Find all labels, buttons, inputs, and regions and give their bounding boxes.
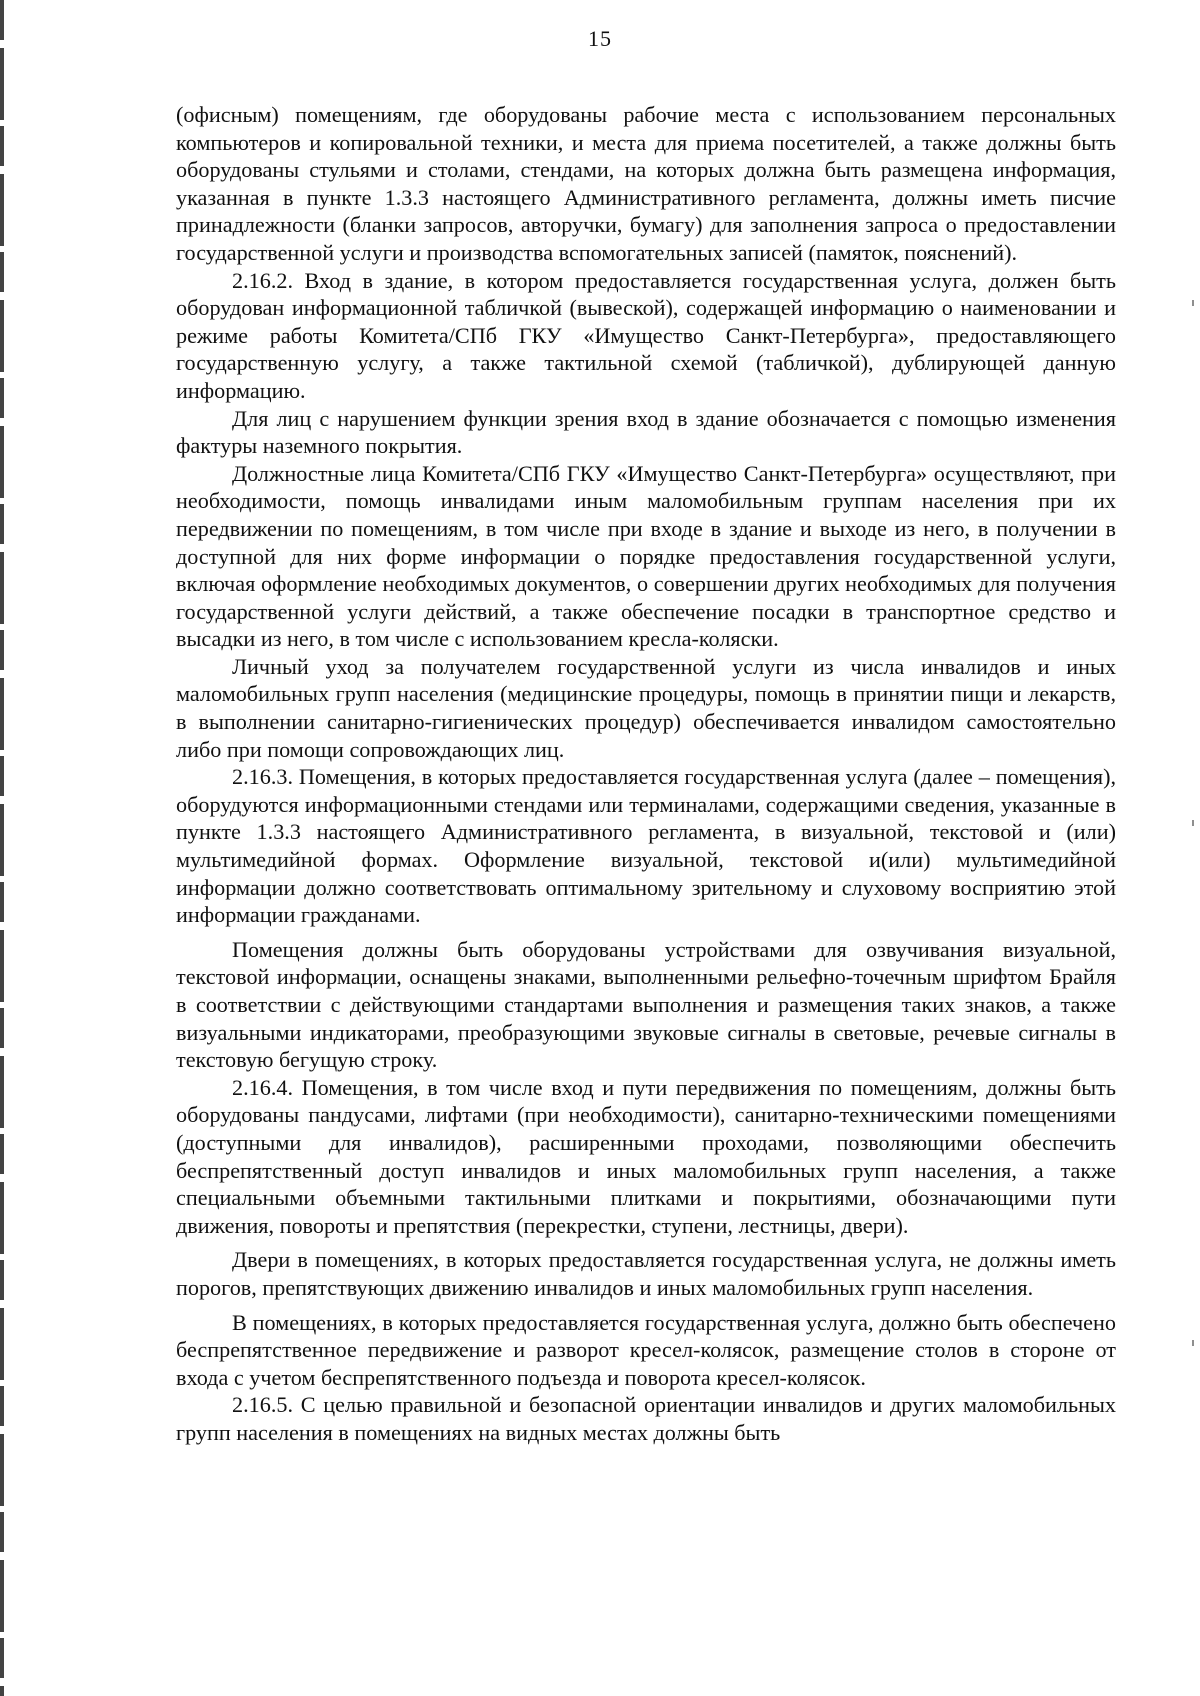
paragraph: Для лиц с нарушением функции зрения вход в здание обозначается с помощью изменения фактуры наземного покрытия. (176, 405, 1116, 459)
paragraph: В помещениях, в которых предоставляется государственная услуга, должно быть обеспечено беспрепятственное передвижение и разворот кресел-колясок, размещение столов в стороне от входа с учетом беспрепятственного подъезда и поворота кресел-колясок. (176, 1309, 1116, 1390)
paragraph: Двери в помещениях, в которых предоставляется государственная услуга, не должны иметь порогов, препятствующих движению инвалидов и иных маломобильных групп населения. (176, 1247, 1116, 1300)
scan-edge-left (0, 0, 4, 1696)
paragraph: 2.16.5. С целью правильной и безопасной ориентации инвалидов и других маломобильных групп населения в помещениях на видных местах должны быть (176, 1392, 1116, 1445)
paragraph: Должностные лица Комитета/СПб ГКУ «Имущество Санкт-Петербурга» осуществляют, при необходимости, помощь инвалидами иным маломобильным группам населения при их передвижении по помещениям, в том числе при входе в здание и выходе из него, в получении в доступной для них форме информации о порядке предоставления государственной услуги, включая оформление необходимых документов, о совершении других необходимых для получения государственной услуги действий, а также обеспечение посадки в транспортное средство и высадки из него, в том числе с использованием кресла-коляски. (176, 460, 1116, 652)
paragraph: 2.16.3. Помещения, в которых предоставляется государственная услуга (далее – помещения), оборудуются информационными стендами или терминалами, содержащими сведения, указанные в пункте 1.3.3 настоящего Административного регламента, в визуальной, текстовой и (или) мультимедийной формах. Оформление визуальной, текстовой и(или) мультимедийной информации должно соответствовать оптимальному зрительному и слуховому восприятию этой информации гражданами. (176, 764, 1116, 928)
paragraph: 2.16.2. Вход в здание, в котором предоставляется государственная услуга, должен быть оборудован информационной табличкой (вывеской), содержащей информацию о наименовании и режиме работы Комитета/СПб ГКУ «Имущество Санкт-Петербурга», предоставляющего государственную услугу, а также тактильной схемой (табличкой), дублирующей данную информацию. (176, 267, 1116, 403)
scan-edge-right (1192, 0, 1194, 1696)
page-number: 15 (588, 26, 612, 51)
paragraph: Помещения должны быть оборудованы устройствами для озвучивания визуальной, текстовой информации, оснащены знаками, выполненными рельефно-точечным шрифтом Брайля в соответствии с действующими стандартами выполнения и размещения таких знаков, а также визуальными индикаторами, преобразующими звуковые сигналы в световые, речевые сигналы в текстовую бегущую строку. (176, 936, 1116, 1073)
paragraph: Личный уход за получателем государственной услуги из числа инвалидов и иных маломобильных групп населения (медицинские процедуры, помощь в принятии пищи и лекарств, в выполнении санитарно-гигиенических процедур) обеспечивается инвалидом самостоятельно либо при помощи сопровождающих лиц. (176, 653, 1116, 762)
document-body (176, 101, 1116, 1447)
paragraph: (офисным) помещениям, где оборудованы рабочие места с использованием персональных компьютеров и копировальной техники, и места для приема посетителей, а также должны быть оборудованы стульями и столами, стендами, на которых должна быть размещена информация, указанная в пункте 1.3.3 настоящего Административного регламента, должны иметь писчие принадлежности (бланки запросов, авторучки, бумагу) для заполнения запроса о предоставлении государственной услуги и производства вспомогательных записей (памяток, пояснений). (176, 102, 1116, 265)
paragraph: 2.16.4. Помещения, в том числе вход и пути передвижения по помещениям, должны быть оборудованы пандусами, лифтами (при необходимости), санитарно-техническими помещениями (доступными для инвалидов), расширенными проходами, позволяющими обеспечить беспрепятственный доступ инвалидов и иных маломобильных групп населения, а также специальными объемными тактильными плитками и покрытиями, обозначающими пути движения, повороты и препятствия (перекрестки, ступени, лестницы, двери). (176, 1074, 1116, 1238)
